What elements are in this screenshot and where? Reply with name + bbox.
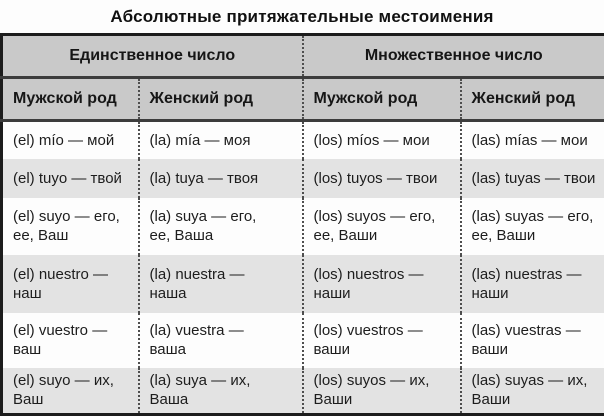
table-cell: (las) vuestras — ваши xyxy=(461,313,604,368)
table-cell: (las) nuestras — наши xyxy=(461,255,604,313)
pronouns-table xyxy=(0,33,604,416)
table-row xyxy=(2,159,604,198)
column-header-row xyxy=(2,78,604,121)
table-cell: (el) nuestro — наш xyxy=(2,255,139,313)
table-row xyxy=(2,255,604,313)
table-cell: (los) suyos — его, ее, Ваши xyxy=(303,198,461,255)
table-cell: (el) suyo — его, ее, Ваш xyxy=(2,198,139,255)
column-header-feminine-plural: Женский род xyxy=(461,78,604,121)
page-title: Абсолютные притяжательные местоимения xyxy=(110,6,494,26)
column-header-masculine-plural: Мужской род xyxy=(303,78,461,121)
table-cell: (el) suyo — их, Ваш xyxy=(2,368,139,415)
table-cell: (el) vuestro — ваш xyxy=(2,313,139,368)
table-cell: (la) suya — их, Ваша xyxy=(139,368,303,415)
table-cell: (las) suyas — их, Ваши xyxy=(461,368,604,415)
table-cell: (los) vuestros — ваши xyxy=(303,313,461,368)
table-row xyxy=(2,313,604,368)
table-row xyxy=(2,198,604,255)
table-cell: (las) mías — мои xyxy=(461,121,604,159)
table-row xyxy=(2,368,604,415)
table-cell: (las) tuyas — твои xyxy=(461,159,604,198)
table-cell: (los) suyos — их, Ваши xyxy=(303,368,461,415)
table-cell: (la) suya — его, ее, Ваша xyxy=(139,198,303,255)
table-cell: (la) mía — моя xyxy=(139,121,303,159)
table-cell: (los) míos — мои xyxy=(303,121,461,159)
table-cell: (la) nuestra — наша xyxy=(139,255,303,313)
table-cell: (la) tuya — твоя xyxy=(139,159,303,198)
table-cell: (los) tuyos — твои xyxy=(303,159,461,198)
column-header-masculine-singular: Мужской род xyxy=(2,78,139,121)
column-header-feminine-singular: Женский род xyxy=(139,78,303,121)
table-cell: (las) suyas — его, ее, Ваши xyxy=(461,198,604,255)
group-header-singular: Единственное число xyxy=(2,35,303,78)
table-row xyxy=(2,121,604,159)
group-header-row xyxy=(2,35,604,78)
group-header-plural: Множественное число xyxy=(303,35,604,78)
table-cell: (el) mío — мой xyxy=(2,121,139,159)
table-cell: (la) vuestra — ваша xyxy=(139,313,303,368)
table-cell: (el) tuyo — твой xyxy=(2,159,139,198)
table-cell: (los) nuestros — наши xyxy=(303,255,461,313)
